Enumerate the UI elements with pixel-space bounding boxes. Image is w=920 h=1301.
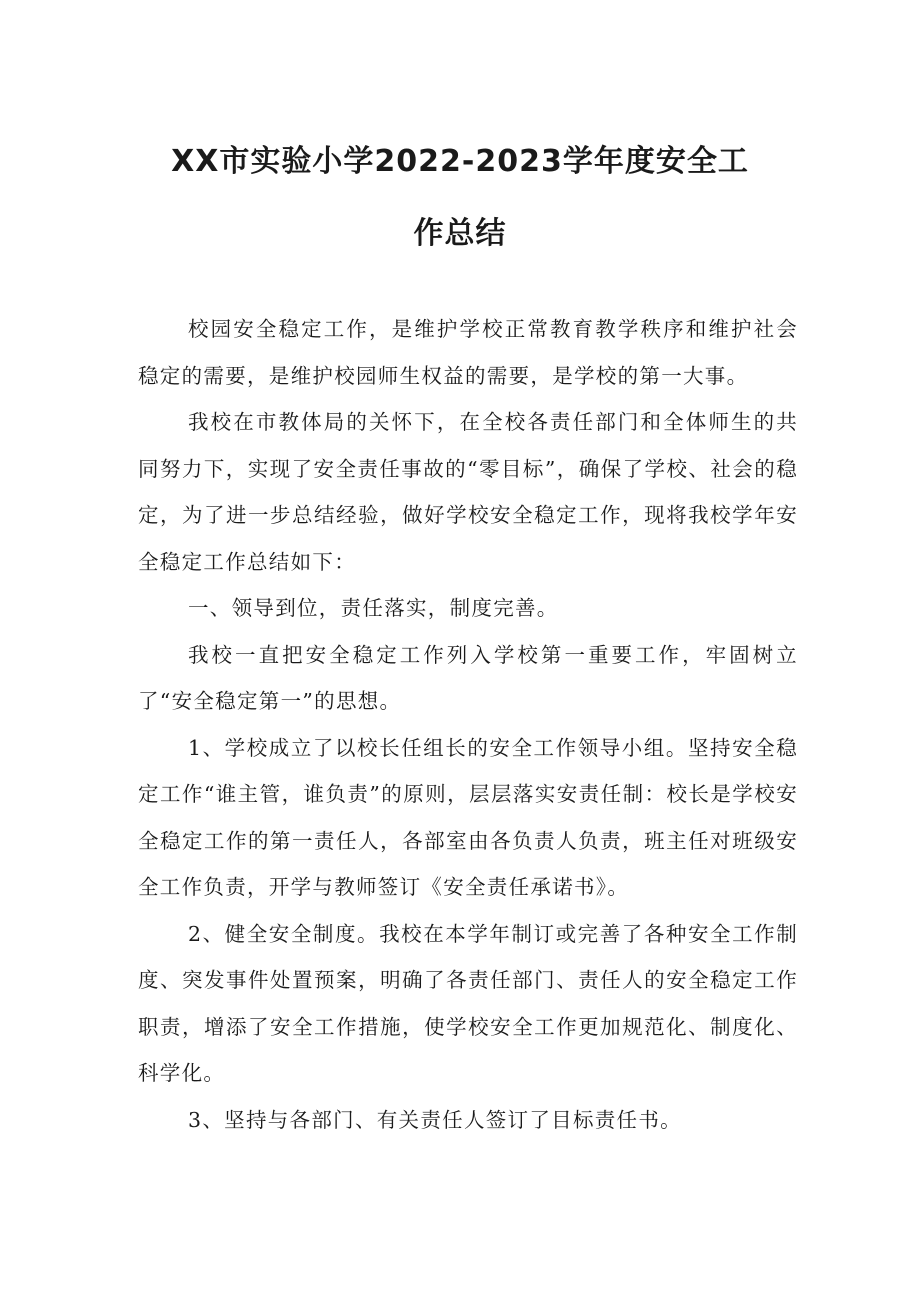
paragraph-overview: 我校在市教体局的关怀下，在全校各责任部门和全体师生的共同努力下，实现了安全责任事故的“零目标”，确保了学校、社会的稳定，为了进一步总结经验，做好学校安全稳定工作，现将我校学年安全稳定工作总结如下： bbox=[138, 410, 798, 574]
document-title-line-1: XX市实验小学2022-2023学年度安全工 bbox=[171, 144, 749, 179]
list-item-1: 1、学校成立了以校长任组长的安全工作领导小组。坚持安全稳定工作“谁主管，谁负责”的原则，层层落实安责任制：校长是学校安全稳定工作的第一责任人，各部室由各负责人负责，班主任对班级安全工作负责，开学与教师签订《安全责任承诺书》。 bbox=[138, 735, 798, 899]
list-item-3: 3、坚持与各部门、有关责任人签订了目标责任书。 bbox=[188, 1107, 682, 1132]
paragraph-intro: 校园安全稳定工作，是维护学校正常教育教学秩序和维护社会稳定的需要，是维护校园师生权益的需要，是学校的第一大事。 bbox=[138, 317, 798, 388]
section-heading-1: 一、领导到位，责任落实，制度完善。 bbox=[188, 596, 559, 620]
document-title-line-2: 作总结 bbox=[413, 216, 507, 251]
list-item-2: 2、健全安全制度。我校在本学年制订或完善了各种安全工作制度、突发事件处置预案，明确了各责任部门、责任人的安全稳定工作职责，增添了安全工作措施，使学校安全工作更加规范化、制度化、科学化。 bbox=[138, 921, 798, 1085]
paragraph-section-1: 我校一直把安全稳定工作列入学校第一重要工作，牢固树立了“安全稳定第一”的思想。 bbox=[138, 642, 798, 713]
document-body bbox=[138, 306, 798, 1143]
